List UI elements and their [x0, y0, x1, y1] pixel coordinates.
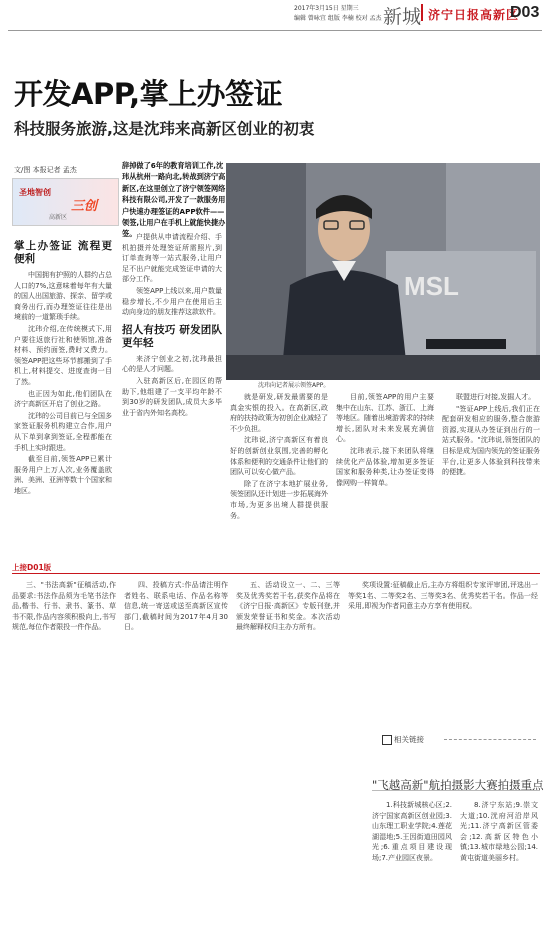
paragraph: 入驻高新区后,在园区的帮助下,他组建了一支平均年龄不到30岁的研发团队,成员大多毕业于省内外知名高校。 — [122, 376, 222, 417]
paragraph: 沈玮说,济宁高新区有着良好的创新创业氛围,完善的孵化体系和便利的交通条件让他们的团队可以安心做产品。 — [230, 436, 328, 477]
paragraph: 也正因为如此,他们团队在济宁高新区开启了创业之路。 — [14, 389, 112, 409]
issue-date: 2017年3月15日 星期三 — [294, 5, 359, 12]
article-intro: 辞掉做了6年的教育培训工作,沈玮从杭州一路向北,转战到济宁高新区,在这里创立了济宁领签网络科技有限公司,开发了一款服务用户快速办理签证的APP软件——领签,让用户在手机上就能快捷办签。 — [122, 161, 226, 239]
header-divider — [421, 4, 423, 21]
article-byline: 文/图 本报记者 孟杰 — [14, 166, 77, 174]
bottom-column-1 — [12, 580, 116, 938]
paragraph: 四、投稿方式:作品请注明作者姓名、联系电话、作品名称等信息,统一寄送或送至高新区宣传部门,截稿时间为2017年4月30日。 — [124, 581, 228, 632]
header-rule — [8, 30, 542, 31]
photo-illustration — [226, 163, 540, 380]
bottom-column-4 — [348, 580, 538, 726]
paragraph: 三、"书法高新"征稿活动,作品要求:书法作品须为毛笔书法作品,楷书、行书、隶书、篆书、草书不限,作品内容须积极向上,书写规范,每位作者限投一件作品。 — [12, 581, 116, 632]
logo-text: 圣地智创 — [19, 188, 51, 197]
aerial-list-column-2 — [460, 800, 538, 938]
logo-text-2: 三创 — [71, 199, 98, 214]
paragraph: 中国拥有护照的人群约占总人口的7%,这意味着每年有大量的国人出国旅游、探亲、留学或商务出行,而办理签证往往是出境前的一道繁琐手续。 — [14, 271, 112, 322]
paragraph: 来济宁创业之初,沈玮最担心的是人才问题。 — [122, 354, 222, 374]
continued-tag: 上接D01版 — [12, 563, 52, 572]
campaign-logo — [12, 178, 119, 226]
logo-text-3: 高新区 — [49, 214, 68, 221]
paragraph: 8.济宁东站;9.崇文大道;10.洸府河沿岸风光;11.济宁高新区管委会;12.高新区特色小镇;13.城市绿地公园;14.黄屯街道美丽乡村。 — [460, 801, 538, 862]
paragraph: "签证APP上线后,我们正在配套研发相应的服务,整合旅游资源,实现从办签证到出行的一站式服务。"沈玮说,领签团队的目标是成为国内领先的签证服务平台,让更多人体验到科技带来的便捷。 — [442, 404, 540, 477]
paragraph: 沈玮介绍,在传统模式下,用户要往返旅行社和使领馆,准备材料、预约面签,费时又费力。领签APP把这些环节都搬到了手机上,材料提交、进度查询一目了然。 — [14, 324, 112, 386]
paragraph: 1.科技新城核心区;2.济宁国家高新区创业园;3.山东理工职业学院;4.莲花湖湿地;5.王因街道田园风光;6.重点项目建设现场;7.产业园区夜景。 — [372, 801, 452, 862]
section-rule — [12, 573, 540, 574]
paragraph: 就是研发,研发最需要的是真金实银的投入。在高新区,政府的扶持政策为初创企业减轻了不少负担。 — [230, 393, 328, 433]
paragraph: 截至目前,领签APP已累计服务用户上万人次,业务覆盖欧洲、美洲、亚洲等数十个国家和地区。 — [14, 455, 112, 495]
article-title: 开发APP,掌上办签证 — [14, 77, 283, 111]
editor-credits: 编辑 曾咏宜 组版 李楠 校对 孟杰 — [294, 15, 382, 22]
article-subtitle: 科技服务旅游,这是沈玮来高新区创业的初衷 — [14, 120, 315, 138]
page-number: D03 — [510, 4, 540, 21]
article-column-1 — [14, 240, 112, 550]
dashed-divider — [444, 739, 536, 740]
paragraph: 奖项设置:征稿截止后,主办方将组织专家评审团,评选出一等奖1名、二等奖2名、三等奖3名、优秀奖若干名。作品一经采用,即视为作者同意主办方享有使用权。 — [348, 581, 538, 611]
article-column-3 — [230, 392, 328, 550]
section-heading: 掌上办签证 流程更便利 — [14, 240, 112, 265]
aerial-list-column-1 — [372, 800, 452, 938]
article-column-5 — [442, 392, 540, 550]
related-link-heading — [382, 733, 537, 746]
paragraph: 目前,领签APP的用户主要集中在山东、江苏、浙江、上海等地区。随着出境游需求的持续增长,团队对未来发展充满信心。 — [336, 393, 434, 444]
photo-caption: 沈玮向记者展示领签APP。 — [258, 382, 330, 389]
article-column-2 — [122, 232, 222, 550]
square-icon — [382, 735, 392, 745]
article-photo — [226, 163, 540, 380]
section-name: 新城 — [383, 6, 422, 28]
paragraph: 联盟进行对接,发掘人才。 — [456, 393, 536, 401]
photo-sign-text: MSL — [404, 271, 459, 301]
paragraph: 户提供从申请流程介绍、手机拍摄并处理签证所需照片,到订单查询等一站式服务,让用户足不出户就能完成签证申请的大部分工作。 — [122, 233, 222, 284]
paper-name: 济宁日报高新区 — [428, 8, 520, 22]
paragraph: 五、活动设立一、二、三等奖及优秀奖若干名,获奖作品将在《济宁日报·高新区》专版刊登,并颁发荣誉证书和奖金。本次活动最终解释权归主办方所有。 — [236, 581, 340, 632]
paragraph: 除了在济宁本地扩展业务,领签团队还计划进一步拓展海外市场,为更多出境人群提供服务。 — [230, 479, 328, 520]
related-link-label: 相关链接 — [394, 735, 424, 744]
bottom-column-3 — [236, 580, 340, 938]
bottom-column-2 — [124, 580, 228, 938]
article-column-4 — [336, 392, 434, 550]
paragraph: 沈玮表示,接下来团队将继续优化产品体验,增加更多签证国家和服务种类,让办签证变得像网购一样简单。 — [336, 446, 434, 487]
title-underline — [372, 790, 540, 791]
aerial-contest-title: "飞越高新"航拍摄影大赛拍摄重点 — [372, 778, 544, 792]
paragraph: 领签APP上线以来,用户数量稳步增长,不少用户在使用后主动向身边的朋友推荐这款软件。 — [122, 286, 222, 317]
section-heading: 招人有技巧 研发团队更年轻 — [122, 323, 222, 349]
paragraph: 沈玮的公司目前已与全国多家签证服务机构建立合作,用户从下单到拿到签证,全程都能在手机上实时跟进。 — [14, 411, 112, 452]
